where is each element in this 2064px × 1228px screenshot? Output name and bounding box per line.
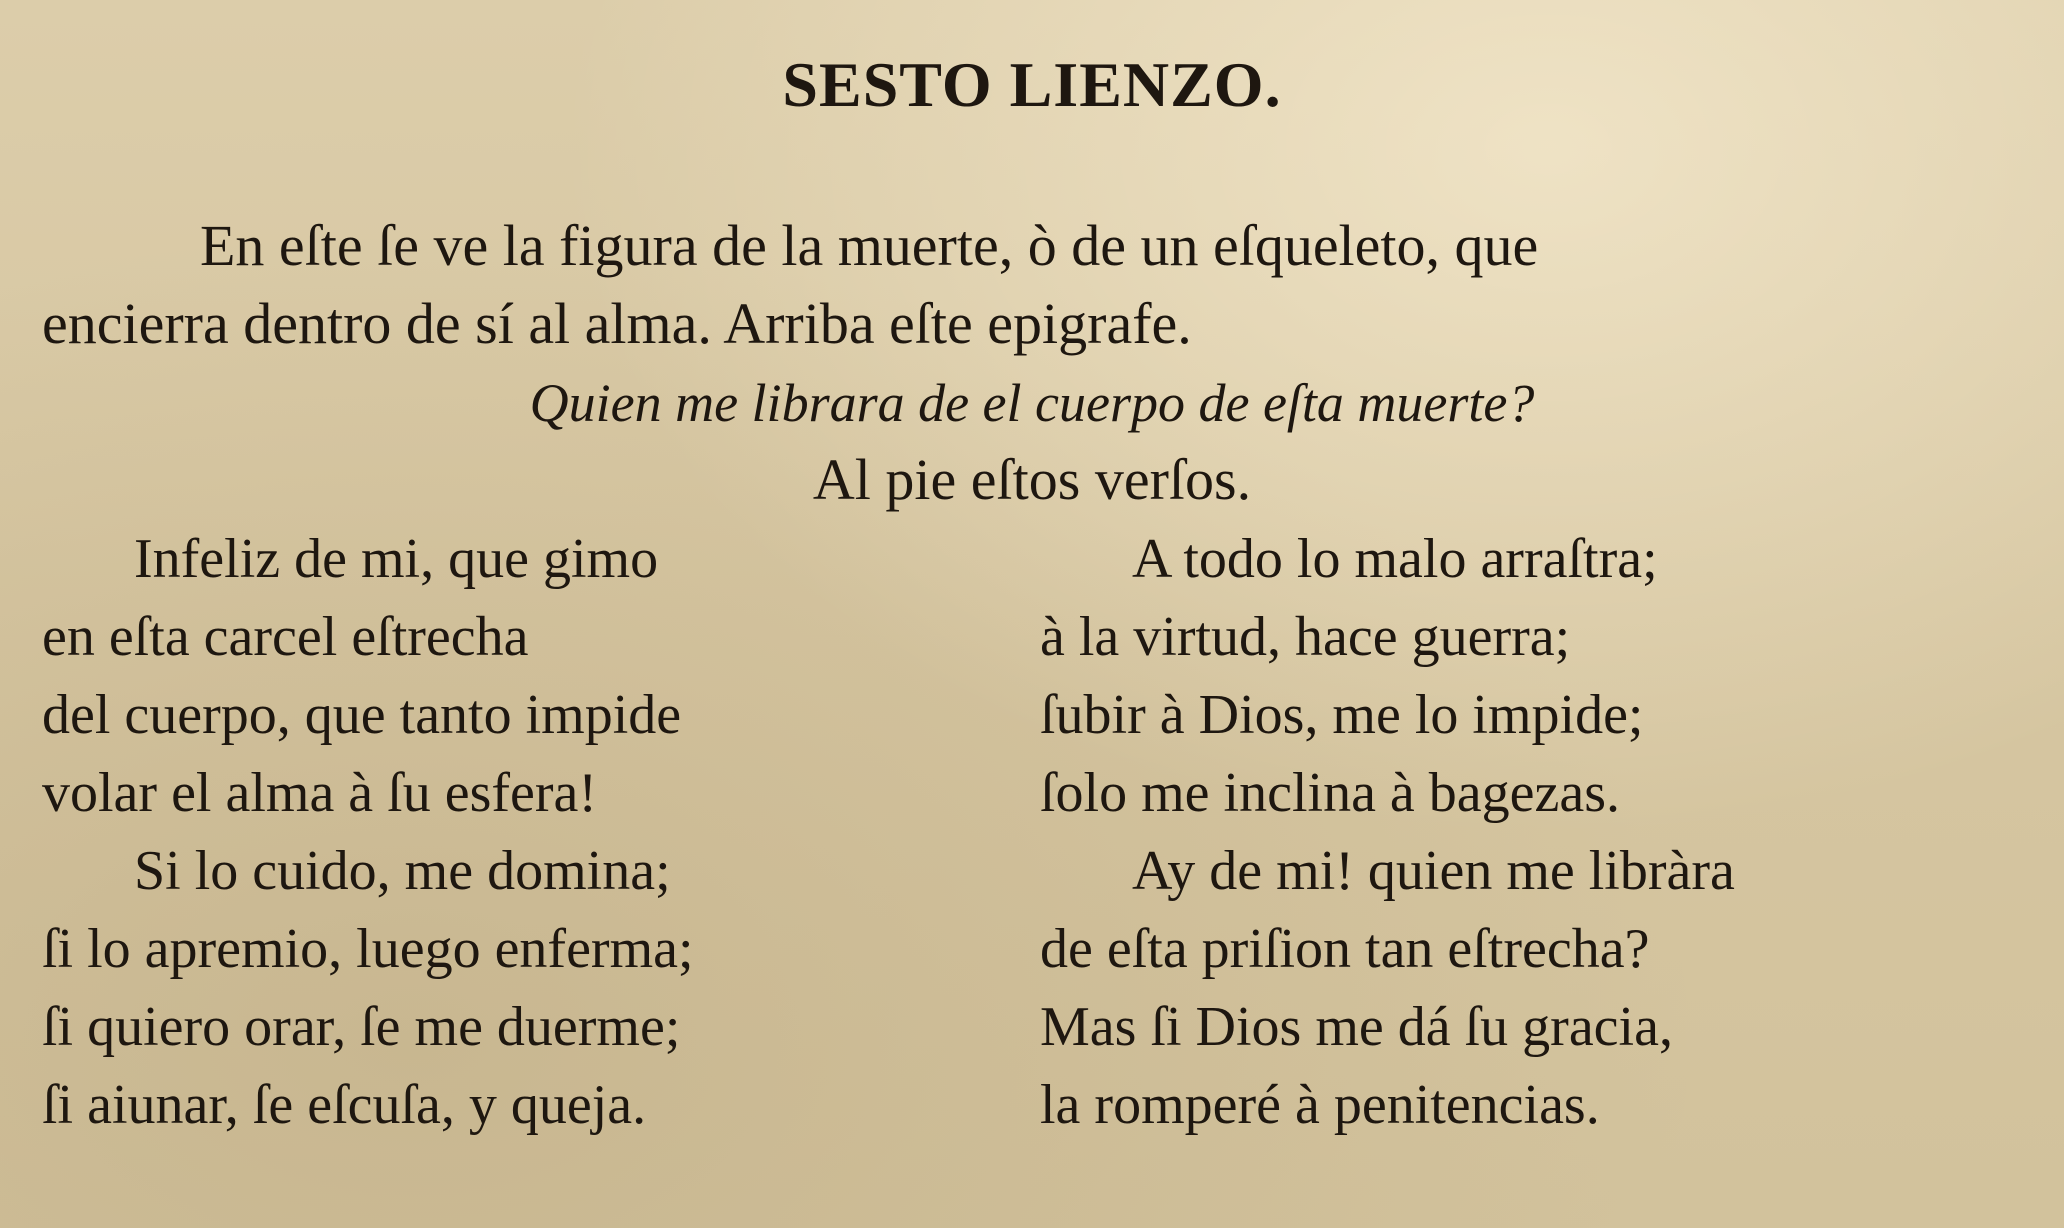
verse-line: Infeliz de mi, que gimo [134,528,659,590]
verse-line: volar el alma à ſu esfera! [42,762,598,824]
verse-line: ſi aiunar, ſe eſcuſa, y queja. [42,1074,647,1136]
verse-column-left [42,520,694,1144]
verse-line: ſi quiero orar, ſe me duerme; [42,996,681,1058]
verse-line: Si lo cuido, me domina; [134,840,671,902]
description-line-2: encierra dentro de sí al alma. Arriba eſte epigrafe. [42,291,1192,356]
verse-column-right [1040,520,1735,1144]
verse-line: Ay de mi! quien me libràra [1132,840,1735,902]
verse-line: à la virtud, hace guerra; [1040,606,1571,668]
verse-line: en eſta carcel eſtrecha [42,606,529,668]
page-title: SESTO LIENZO. [782,49,1282,120]
verse-line: del cuerpo, que tanto impide [42,684,682,746]
verse-line: ſolo me inclina à bagezas. [1040,762,1620,824]
verse-line: la romperé à penitencias. [1040,1074,1600,1136]
epigraph: Quien me librara de el cuerpo de eſta muerte? [529,373,1535,433]
verse-line: ſi lo apremio, luego enferma; [42,918,694,980]
verse-line: ſubir à Dios, me lo impide; [1040,684,1644,746]
verse-line: de eſta priſion tan eſtrecha? [1040,918,1650,980]
description-line-1: En eſte ſe ve la figura de la muerte, ò de un eſqueleto, que [200,213,1539,278]
verse-line: A todo lo malo arraſtra; [1132,528,1658,590]
verse-line: Mas ſi Dios me dá ſu gracia, [1040,996,1673,1058]
footer-intro: Al pie eſtos verſos. [812,447,1252,512]
